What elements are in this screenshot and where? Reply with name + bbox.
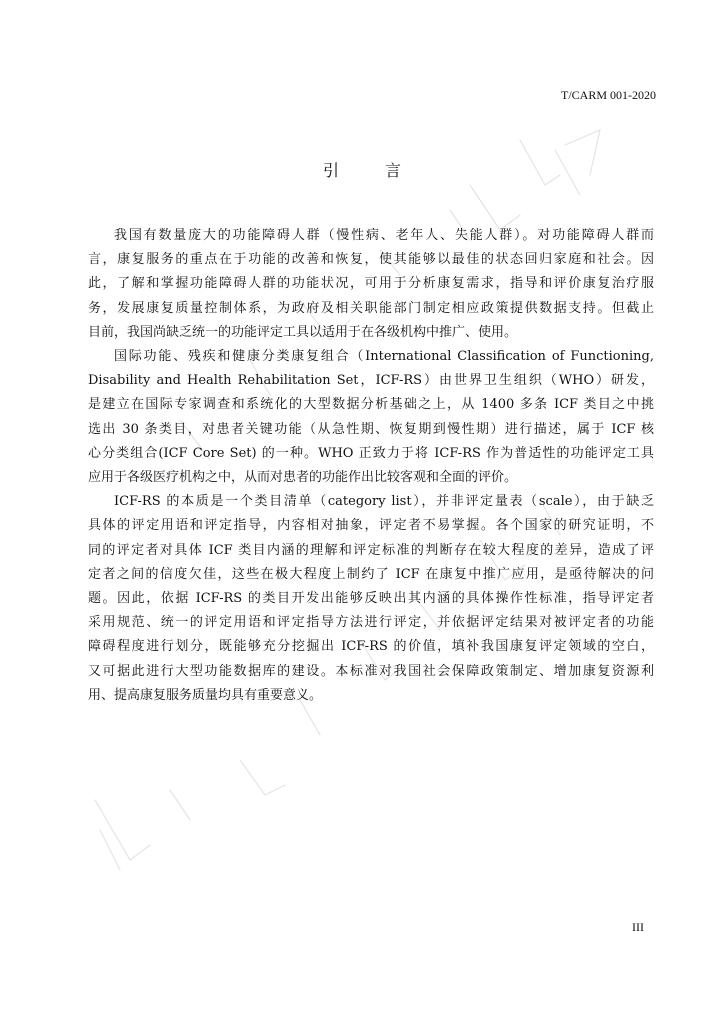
paragraph-line: 采用规范、统一的评定用语和评定指导方法进行评定，并依据评定结果对被评定者的功能 bbox=[88, 615, 654, 631]
paragraph-line: 言，康复服务的重点在于功能的改善和恢复，使其能够以最佳的状态回归家庭和社会。因 bbox=[88, 252, 654, 268]
paragraph-line: 心分类组合(ICF Core Set) 的一种。WHO 正致力于将 ICF-RS 作为普适性的功能评定工具 bbox=[88, 445, 654, 461]
paragraph-line: Disability and Health Rehabilitation Set，ICF-RS）由世界卫生组织（WHO）研发， bbox=[88, 373, 654, 389]
title-char-2: 言 bbox=[385, 161, 402, 180]
paragraph-line: 国际功能、残疾和健康分类康复组合（International Classification of Functioning, bbox=[114, 349, 654, 365]
paragraph-line: 用、提高康复服务质量均具有重要意义。 bbox=[88, 687, 323, 703]
paragraph-line: 我国有数量庞大的功能障碍人群（慢性病、老年人、失能人群）。对功能障碍人群而 bbox=[114, 228, 654, 243]
paragraph-line: 是建立在国际专家调查和系统化的大型数据分析基础之上，从 1400 多条 ICF 类目之中挑 bbox=[88, 397, 654, 413]
paragraph-line: 目前，我国尚缺乏统一的功能评定工具以适用于在各级机构中推广、使用。 bbox=[88, 324, 518, 340]
section-title bbox=[0, 158, 724, 181]
title-char-1: 引 bbox=[322, 161, 339, 180]
paragraph-1 bbox=[88, 224, 654, 345]
document-code: T/CARM 001-2020 bbox=[560, 88, 656, 102]
page-number: III bbox=[632, 920, 644, 934]
paragraph-line: 题。因此，依据 ICF-RS 的类目开发出能够反映出其内涵的具体操作性标准，指导评定者 bbox=[88, 591, 654, 607]
paragraph-line: ICF-RS 的本质是一个类目清单（category list），并非评定量表（scale），由于缺乏 bbox=[114, 494, 654, 510]
paragraph-line: 务，发展康复质量控制体系，为政府及相关职能部门制定相应政策提供数据支持。但截止 bbox=[88, 300, 654, 316]
paragraph-line: 具体的评定用语和评定指导，内容相对抽象，评定者不易掌握。各个国家的研究证明，不 bbox=[88, 518, 654, 534]
paragraph-line: 同的评定者对具体 ICF 类目内涵的理解和评定标准的判断存在较大程度的差异，造成了评 bbox=[88, 542, 654, 558]
paragraph-line: 此，了解和掌握功能障碍人群的功能状况，可用于分析康复需求，指导和评价康复治疗服 bbox=[88, 276, 654, 292]
paragraph-3 bbox=[88, 490, 654, 708]
paragraph-line: 选出 30 条类目，对患者关键功能（从急性期、恢复期到慢性期）进行描述，属于 ICF 核 bbox=[88, 421, 654, 437]
paragraph-line: 定者之间的信度欠佳，这些在极大程度上制约了 ICF 在康复中推广应用，是亟待解决的问 bbox=[88, 566, 654, 582]
paragraph-2 bbox=[88, 345, 654, 490]
paragraph-line: 应用于各级医疗机构之中，从而对患者的功能作出比较客观和全面的评价。 bbox=[88, 470, 518, 486]
body-text bbox=[88, 224, 654, 708]
paragraph-line: 又可据此进行大型功能数据库的建设。本标准对我国社会保障政策制定、增加康复资源利 bbox=[88, 663, 654, 679]
paragraph-line: 障碍程度进行划分，既能够充分挖掘出 ICF-RS 的价值，填补我国康复评定领域的空白， bbox=[88, 639, 654, 655]
